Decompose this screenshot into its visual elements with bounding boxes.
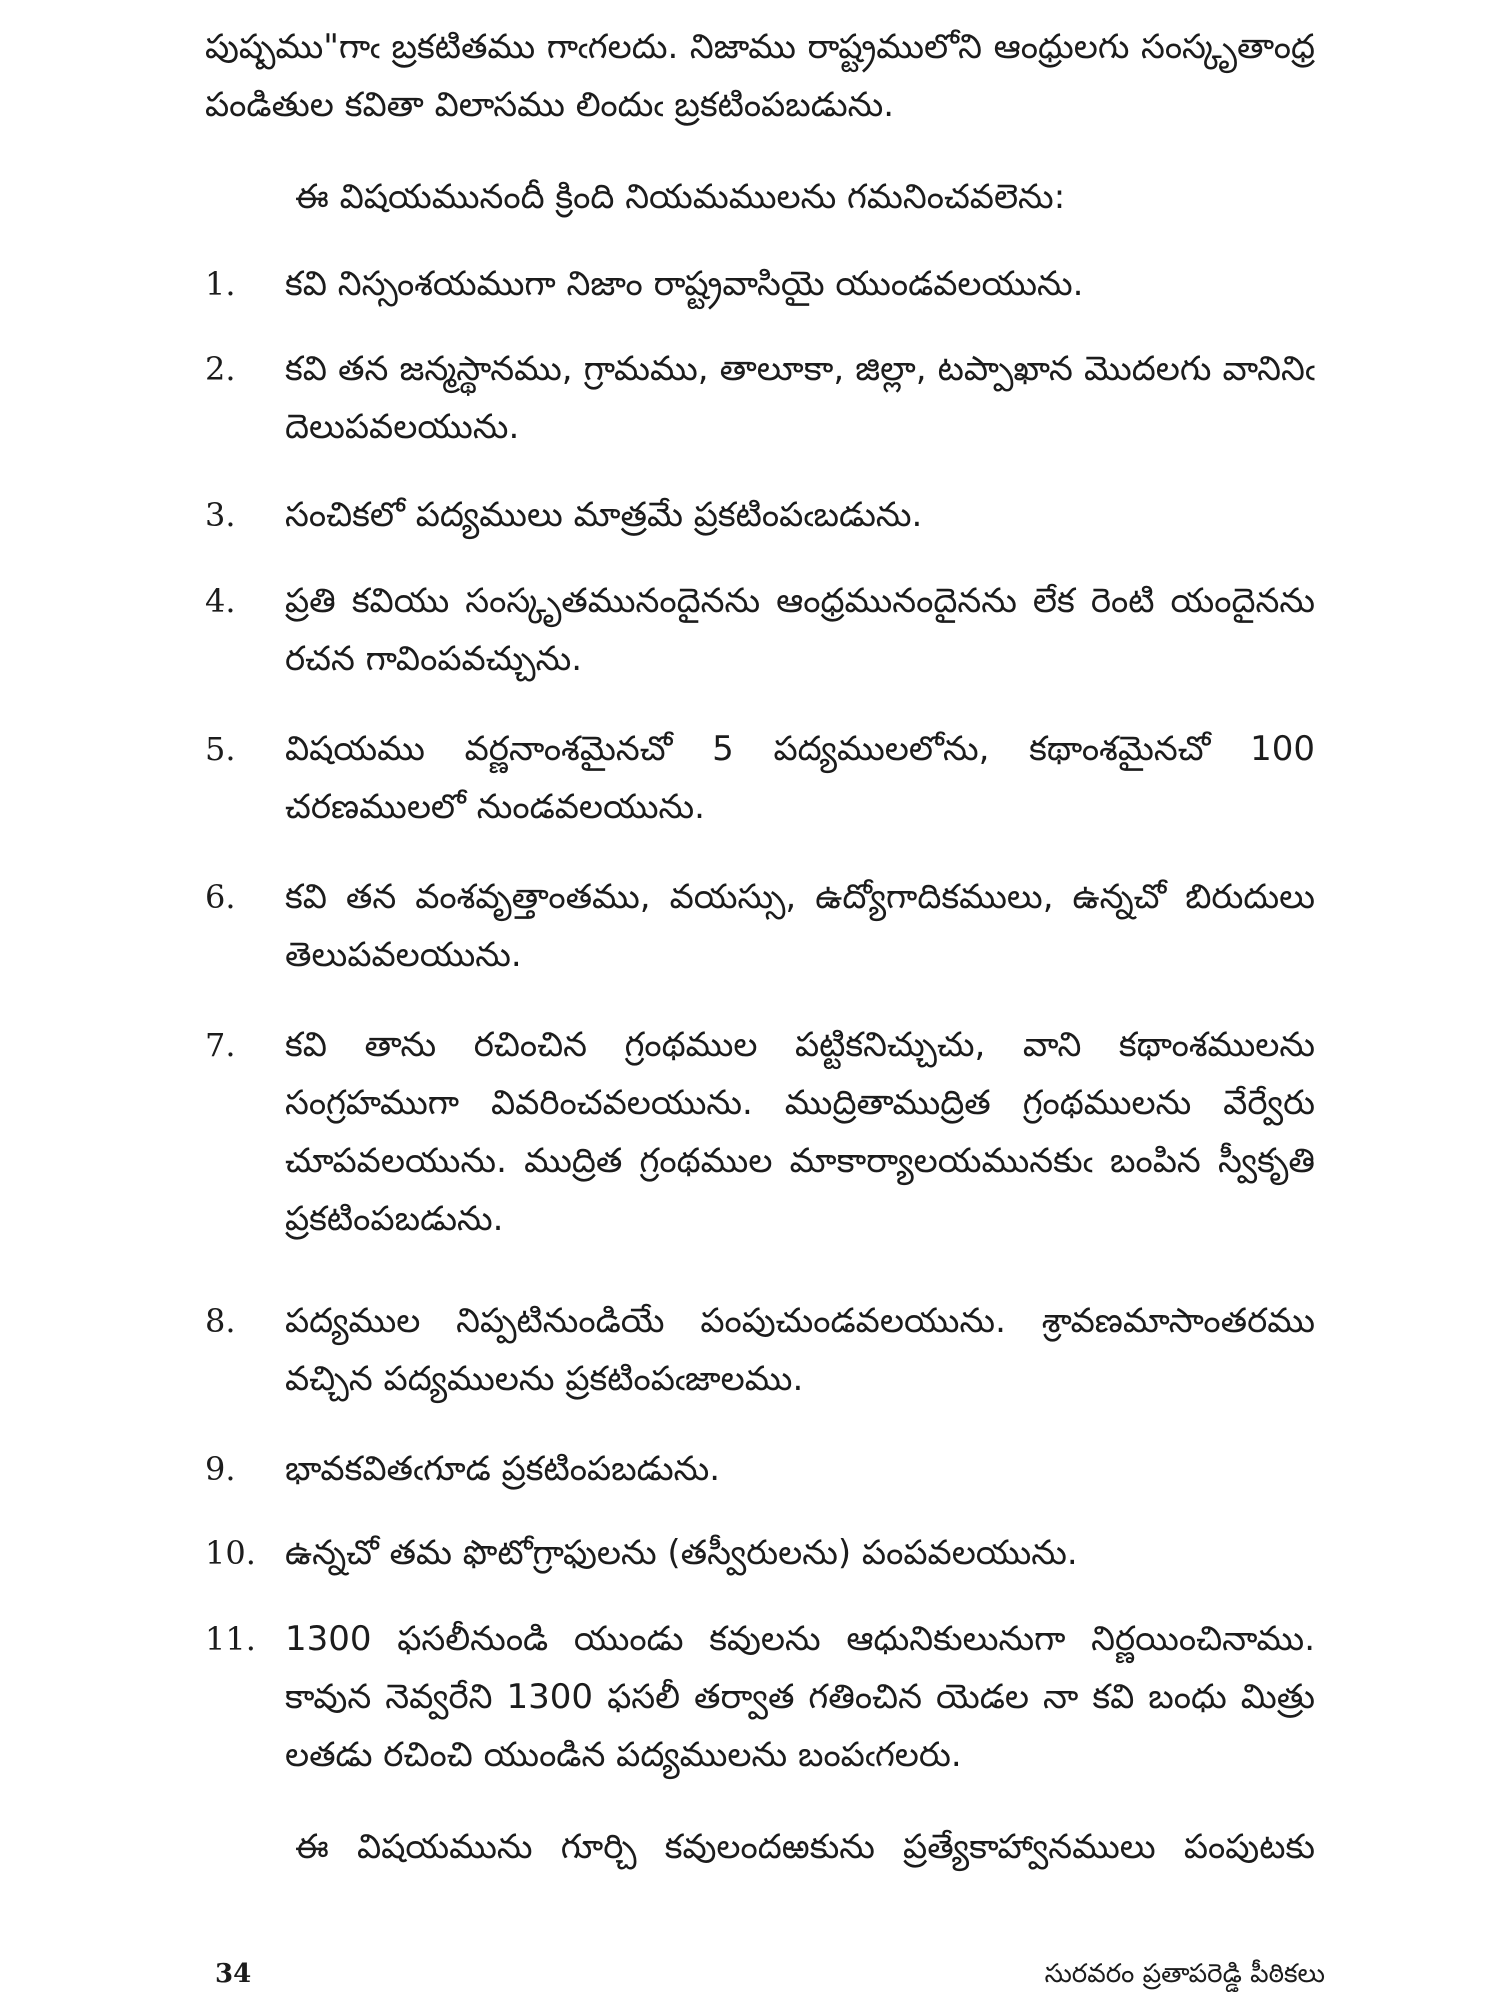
closing-line: ఈ విషయమును గూర్చి కవులందఱకును ప్రత్యేకాహ్వానములు పంపుటకు <box>295 1827 1315 1867</box>
intro-line: ఈ విషయమునందీ క్రింది నియమములను గమనించవలెను: <box>295 177 1066 217</box>
rule-item-2 <box>205 340 1315 456</box>
running-footer-title: సురవరం ప్రతాపరెడ్డి పీఠికలు <box>1044 1959 1325 1989</box>
rule-item-4 <box>205 572 1315 688</box>
rule-item-9 <box>205 1440 1315 1498</box>
rule-number: 7. <box>205 1026 236 1064</box>
rule-text: విషయము వర్ణనాంశమైనచో 5 పద్యములలోను, కథాంశమైనచో 100 చరణములలో నుండవలయును. <box>285 729 1315 827</box>
rule-text: 1300 ఫసలీనుండి యుండు కవులను ఆధునికులునుగా నిర్ణయించినాము. కావున నెవ్వరేని 1300 ఫసలీ తర్వాత గతించిన యెడల నా కవి బంధు మిత్రు లతడు రచించి యుండిన పద్యములను బంపఁగలరు. <box>285 1619 1315 1775</box>
rule-item-3 <box>205 486 1315 544</box>
rule-item-10 <box>205 1524 1315 1582</box>
rule-item-1 <box>205 255 1315 313</box>
rule-number: 4. <box>205 582 236 620</box>
rule-text: కవి తన జన్మస్థానము, గ్రామము, తాలూకా, జిల్లా, టప్పాఖాన మొదలగు వానినిఁ దెలుపవలయును. <box>285 349 1315 447</box>
rule-text: కవి నిస్సంశయముగా నిజాం రాష్ట్రవాసియై యుండవలయును. <box>285 264 1084 304</box>
rule-item-8 <box>205 1292 1315 1408</box>
rule-text: భావకవితఁగూడ ప్రకటింపబడును. <box>285 1449 721 1489</box>
rule-number: 6. <box>205 878 236 916</box>
rule-number: 2. <box>205 350 236 388</box>
rule-number: 5. <box>205 730 236 768</box>
rule-item-11 <box>205 1610 1315 1784</box>
page-number: 34 <box>215 1959 252 1989</box>
rule-number: 11. <box>205 1620 256 1658</box>
rule-text: కవి తన వంశవృత్తాంతము, వయస్సు, ఉద్యోగాదికములు, ఉన్నచో బిరుదులు తెలుపవలయును. <box>285 877 1315 975</box>
rule-text: కవి తాను రచించిన గ్రంథముల పట్టికనిచ్చుచు, వాని కథాంశములను సంగ్రహముగా వివరించవలయును. ముద్రితాముద్రిత గ్రంథములను వేర్వేరు చూపవలయును. ముద్రిత గ్రంథముల మాకార్యాలయమునకుఁ బంపిన స్వీకృతి ప్రకటింపబడును. <box>285 1025 1315 1239</box>
rule-number: 1. <box>205 265 236 303</box>
rule-item-5 <box>205 720 1315 836</box>
rule-number: 8. <box>205 1302 236 1340</box>
rule-number: 10. <box>205 1534 256 1572</box>
rule-item-6 <box>205 868 1315 984</box>
rule-text: ఉన్నచో తమ ఫొటోగ్రాఫులను (తస్వీరులను) పంపవలయును. <box>285 1533 1078 1573</box>
rule-text: సంచికలో పద్యములు మాత్రమే ప్రకటింపఁబడును. <box>285 495 923 535</box>
rule-text: పద్యముల నిప్పటినుండియే పంపుచుండవలయును. శ్రావణమాసాంతరము వచ్చిన పద్యములను ప్రకటింపఁజాలము. <box>285 1301 1315 1399</box>
rule-item-7 <box>205 1016 1315 1248</box>
opening-paragraph: పుష్పము"గాఁ బ్రకటితము గాఁగలదు. నిజాము రాష్ట్రములోని ఆంధ్రులగు సంస్కృతాంధ్ర పండితుల కవితా విలాసము లిందుఁ బ్రకటింపబడును. <box>205 27 1315 125</box>
rule-text: ప్రతి కవియు సంస్కృతమునందైనను ఆంధ్రమునందైనను లేక రెంటి యందైనను రచన గావింపవచ్చును. <box>285 581 1315 679</box>
rule-number: 3. <box>205 496 236 534</box>
rule-number: 9. <box>205 1450 236 1488</box>
